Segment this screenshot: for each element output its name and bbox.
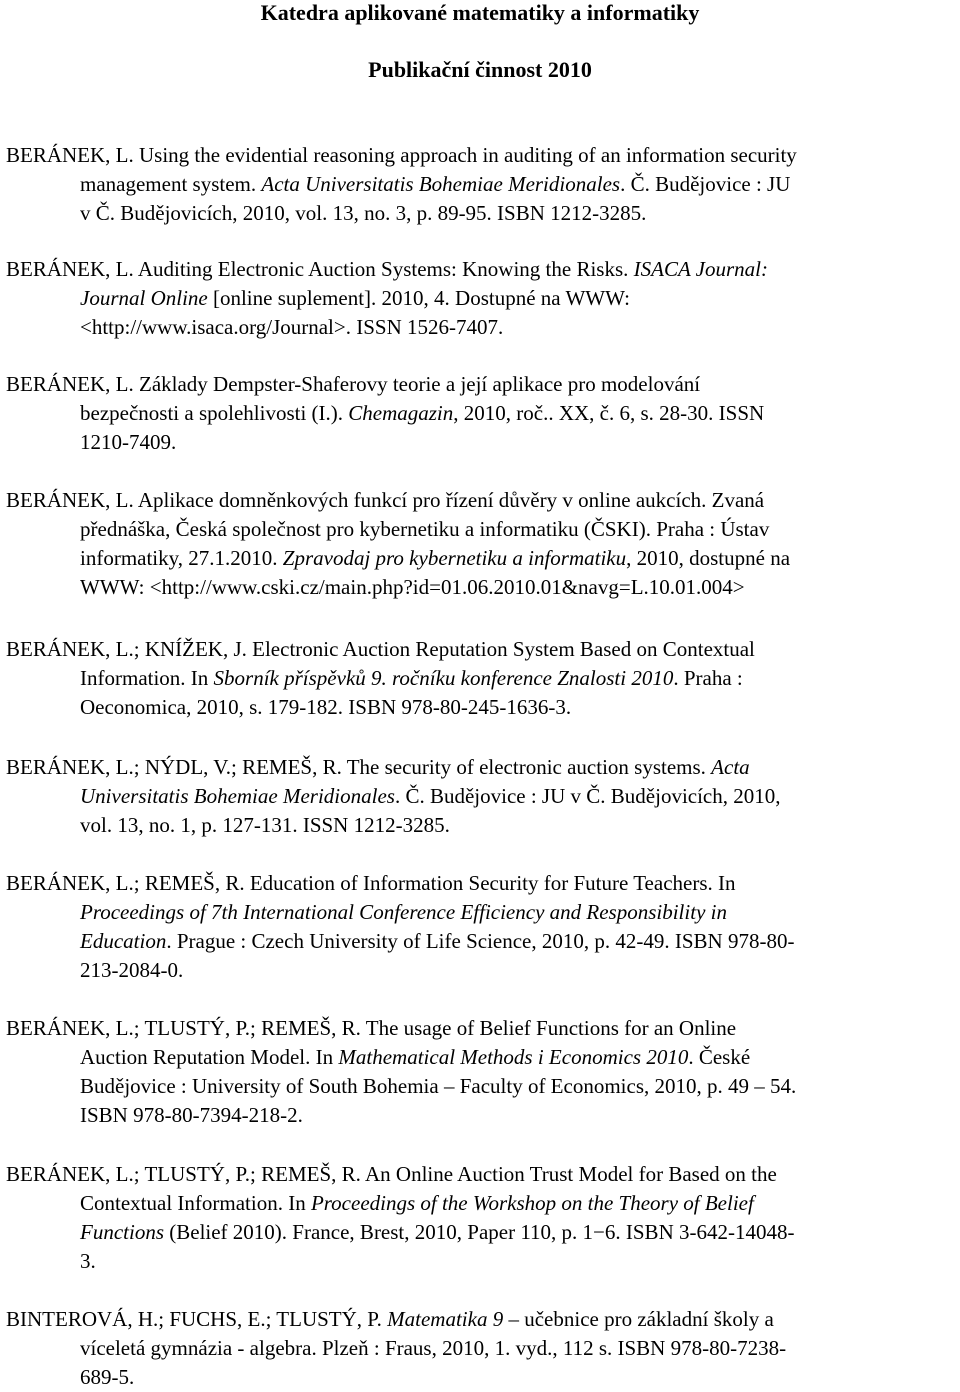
reference-line [80,573,790,602]
reference-italic-text: ISACA Journal: [633,257,769,281]
reference-text: <http://www.isaca.org/Journal>. ISSN 1526-7407. [80,315,504,339]
reference-text: BERÁNEK, L. Auditing Electronic Auction Systems: Knowing the Risks. [6,257,634,281]
reference-line [80,544,790,573]
reference-line [6,486,790,515]
reference-text: BERÁNEK, L. Aplikace domněnkových funkcí pro řízení důvěry v online aukcích. Zvaná [6,488,765,512]
reference-text: , 2010, dostupné na [626,546,791,570]
reference-text: Budějovice : University of South Bohemia – Faculty of Economics, 2010, p. 49 – 54. [80,1074,797,1098]
reference-entry [6,255,768,342]
reference-text: vol. 13, no. 1, p. 127-131. ISSN 1212-3285. [80,813,450,837]
reference-text: . Č. Budějovice : JU [620,172,791,196]
reference-text: BERÁNEK, L.; KNÍŽEK, J. Electronic Auction Reputation System Based on Contextual [6,637,755,661]
reference-text: . Praha : [673,666,743,690]
reference-text: Auction Reputation Model. In [80,1045,339,1069]
reference-italic-text: Education [80,929,167,953]
reference-line [80,1363,786,1392]
reference-line [6,869,794,898]
reference-text: Information. In [80,666,214,690]
reference-entry [6,1014,796,1130]
reference-italic-text: Acta [711,755,750,779]
reference-line [6,1305,786,1334]
reference-italic-text: Proceedings of 7th International Conference Efficiency and Responsibility in [80,900,727,924]
reference-line [6,635,755,664]
reference-line [6,1160,794,1189]
reference-italic-text: Matematika 9 [387,1307,504,1331]
reference-italic-text: Proceedings of the Workshop on the Theory of Belief [310,1191,754,1215]
reference-line [80,693,755,722]
reference-italic-text: Zpravodaj pro kybernetiku a informatiku [282,546,627,570]
reference-line [6,753,781,782]
reference-text: 1210-7409. [80,430,177,454]
reference-line [80,811,781,840]
reference-line [6,141,797,170]
reference-text: BERÁNEK, L.; TLUSTÝ, P.; REMEŠ, R. An Online Auction Trust Model for Based on the [6,1162,777,1186]
reference-text: BERÁNEK, L.; NÝDL, V.; REMEŠ, R. The security of electronic auction systems. [6,755,712,779]
reference-italic-text: Universitatis Bohemiae Meridionales [80,784,395,808]
reference-text: 689-5. [80,1365,135,1389]
page-subtitle: Publikační činnost 2010 [368,57,592,82]
reference-line [80,284,768,313]
reference-text: (Belief 2010). France, Brest, 2010, Paper 110, p. 1−6. ISBN 3-642-14048- [164,1220,795,1244]
reference-text: ISBN 978-80-7394-218-2. [80,1103,303,1127]
reference-entry [6,141,797,228]
reference-text: . Prague : Czech University of Life Science, 2010, p. 42-49. ISBN 978-80- [166,929,795,953]
reference-text: management system. [80,172,262,196]
reference-italic-text: Acta Universitatis Bohemiae Meridionales [261,172,621,196]
reference-text: . Č. Budějovice : JU v Č. Budějovicích, 2010, [394,784,781,808]
reference-text: , 2010, roč.. XX, č. 6, s. 28-30. ISSN [453,401,765,425]
reference-text: BERÁNEK, L. Using the evidential reasoning approach in auditing of an information security [6,143,797,167]
reference-text: BINTEROVÁ, H.; FUCHS, E.; TLUSTÝ, P. [6,1307,388,1331]
reference-italic-text: Journal Online [80,286,208,310]
reference-text: Contextual Information. In [80,1191,311,1215]
reference-line [80,313,768,342]
reference-line [80,170,797,199]
reference-italic-text: Chemagazin [348,401,454,425]
reference-line [80,515,790,544]
reference-text: BERÁNEK, L. Základy Dempster-Shaferovy teorie a její aplikace pro modelování [6,372,701,396]
reference-line [80,927,794,956]
reference-italic-text: Sborník příspěvků 9. ročníku konference Znalosti 2010 [213,666,674,690]
reference-text: WWW: <http://www.cski.cz/main.php?id=01.06.2010.01&navg=L.10.01.004> [80,575,745,599]
reference-line [80,898,794,927]
reference-entry [6,486,790,602]
reference-line [80,1189,794,1218]
reference-text: víceletá gymnázia - algebra. Plzeň : Fraus, 2010, 1. vyd., 112 s. ISBN 978-80-7238- [80,1336,787,1360]
reference-line [80,1072,796,1101]
reference-text: 3. [80,1249,96,1273]
reference-line [80,664,755,693]
reference-text: [online suplement]. 2010, 4. Dostupné na WWW: [207,286,630,310]
reference-text: – učebnice pro základní školy a [503,1307,774,1331]
reference-text: BERÁNEK, L.; TLUSTÝ, P.; REMEŠ, R. The usage of Belief Functions for an Online [6,1016,737,1040]
reference-entry [6,753,781,840]
reference-text: informatiky, 27.1.2010. [80,546,283,570]
reference-entry [6,1305,786,1392]
reference-line [80,1101,796,1130]
reference-line [80,1247,794,1276]
reference-text: . České [688,1045,751,1069]
reference-entry [6,635,755,722]
reference-text: v Č. Budějovicích, 2010, vol. 13, no. 3, p. 89-95. ISBN 1212-3285. [80,201,647,225]
reference-line [80,956,794,985]
reference-entry [6,1160,794,1276]
reference-line [80,1218,794,1247]
reference-italic-text: Mathematical Methods i Economics 2010 [338,1045,689,1069]
reference-text: 213-2084-0. [80,958,184,982]
reference-line [80,782,781,811]
reference-italic-text: Functions [80,1220,164,1244]
reference-line [6,370,764,399]
reference-line [80,428,764,457]
reference-entry [6,869,794,985]
reference-line [6,255,769,284]
reference-text: BERÁNEK, L.; REMEŠ, R. Education of Information Security for Future Teachers. In [6,871,736,895]
reference-text: přednáška, Česká společnost pro kybernetiku a informatiku (ČSKI). Praha : Ústav [80,517,770,541]
reference-text: bezpečnosti a spolehlivosti (I.). [80,401,349,425]
reference-text: Oeconomica, 2010, s. 179-182. ISBN 978-80-245-1636-3. [80,695,572,719]
reference-line [80,1043,796,1072]
reference-line [80,399,764,428]
reference-line [80,1334,786,1363]
reference-line [80,199,797,228]
department-heading: Katedra aplikované matematiky a informatiky [260,0,700,25]
reference-line [6,1014,796,1043]
reference-entry [6,370,764,457]
